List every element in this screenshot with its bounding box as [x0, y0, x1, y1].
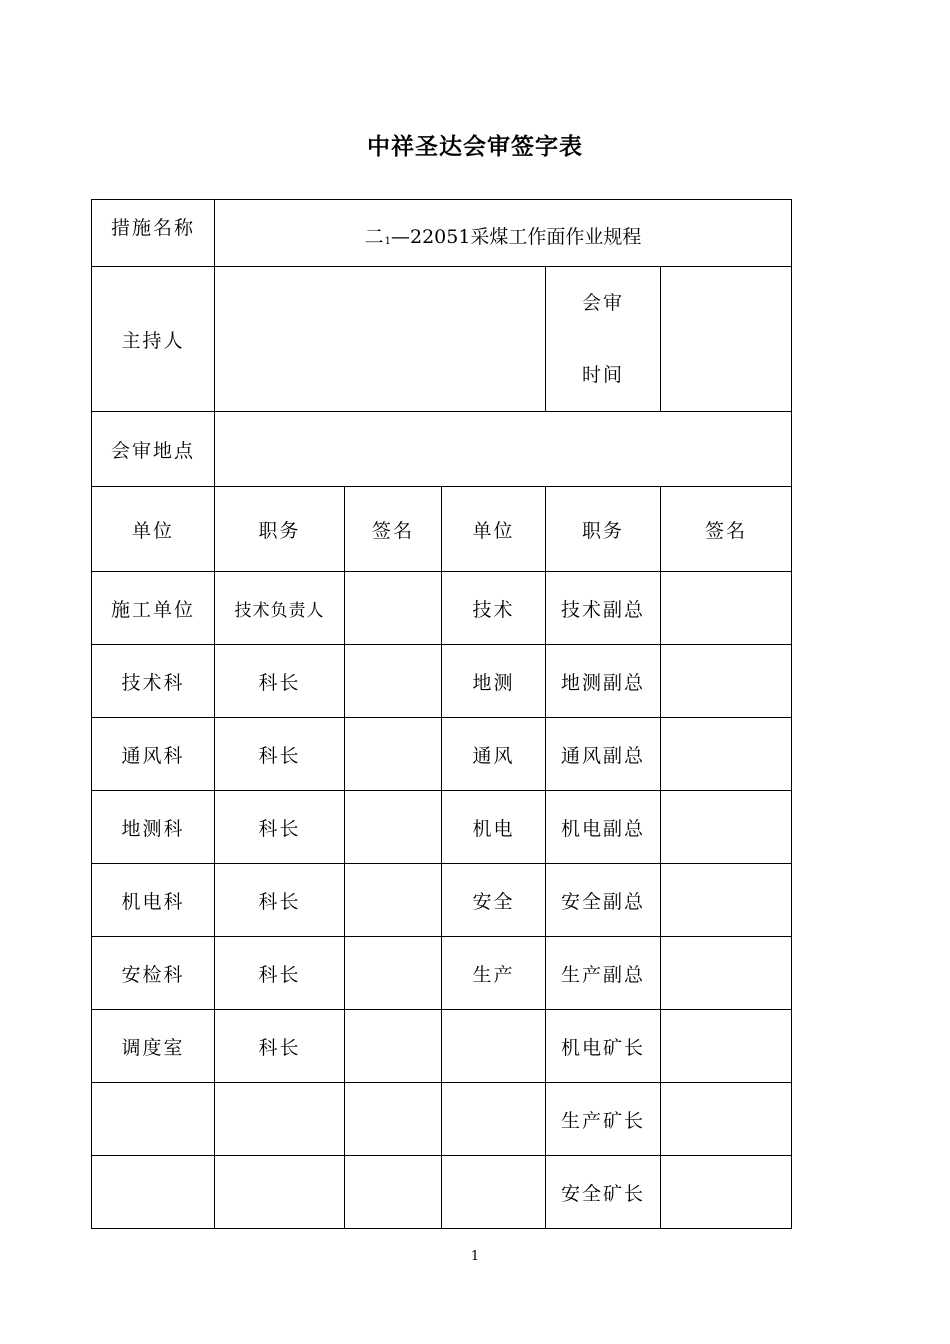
table-cell	[92, 1083, 215, 1156]
header-unit: 单位	[442, 487, 546, 572]
review-time-label: 会审 时间	[546, 267, 661, 412]
table-row	[92, 864, 792, 937]
table-cell	[345, 937, 442, 1010]
table-cell: 通风副总	[546, 718, 661, 791]
table-cell	[345, 1083, 442, 1156]
table-cell	[215, 1083, 345, 1156]
signature-table	[91, 199, 792, 1229]
table-cell: 机电科	[92, 864, 215, 937]
table-cell: 地测	[442, 645, 546, 718]
table-cell	[92, 1156, 215, 1229]
table-cell: 机电副总	[546, 791, 661, 864]
table-cell: 科长	[215, 937, 345, 1010]
header-signature: 签名	[345, 487, 442, 572]
table-cell	[345, 572, 442, 645]
table-cell: 安全	[442, 864, 546, 937]
measure-name-value: 二1—22051采煤工作面作业规程	[215, 200, 792, 267]
table-cell	[442, 1010, 546, 1083]
table-cell	[345, 1010, 442, 1083]
table-cell: 生产副总	[546, 937, 661, 1010]
header-unit: 单位	[92, 487, 215, 572]
table-row	[92, 1083, 792, 1156]
table-cell: 机电	[442, 791, 546, 864]
table-cell	[442, 1156, 546, 1229]
host-label: 主持人	[92, 267, 215, 412]
table-cell: 科长	[215, 718, 345, 791]
table-cell: 通风	[442, 718, 546, 791]
table-cell	[661, 937, 792, 1010]
table-cell	[661, 1083, 792, 1156]
table-cell	[215, 1156, 345, 1229]
table-cell: 机电矿长	[546, 1010, 661, 1083]
table-cell: 地测科	[92, 791, 215, 864]
table-cell	[661, 1010, 792, 1083]
table-cell: 科长	[215, 791, 345, 864]
review-time-value	[661, 267, 792, 412]
table-cell	[345, 718, 442, 791]
table-cell: 生产矿长	[546, 1083, 661, 1156]
table-cell: 施工单位	[92, 572, 215, 645]
table-cell: 科长	[215, 1010, 345, 1083]
location-row	[92, 412, 792, 487]
header-position: 职务	[215, 487, 345, 572]
table-cell: 技术科	[92, 645, 215, 718]
table-cell: 安全矿长	[546, 1156, 661, 1229]
form-title: 中祥圣达会审签字表	[367, 133, 583, 160]
measure-name-row	[92, 200, 792, 267]
table-cell: 生产	[442, 937, 546, 1010]
header-signature: 签名	[661, 487, 792, 572]
location-value	[215, 412, 792, 487]
table-cell	[442, 1083, 546, 1156]
table-cell	[345, 645, 442, 718]
header-position: 职务	[546, 487, 661, 572]
table-cell: 技术副总	[546, 572, 661, 645]
table-cell: 科长	[215, 864, 345, 937]
table-cell	[345, 864, 442, 937]
table-cell	[345, 791, 442, 864]
table-cell: 技术负责人	[215, 572, 345, 645]
table-cell	[661, 572, 792, 645]
table-cell: 安全副总	[546, 864, 661, 937]
table-cell: 技术	[442, 572, 546, 645]
header-row	[92, 487, 792, 572]
table-row	[92, 791, 792, 864]
table-row	[92, 1010, 792, 1083]
host-row	[92, 267, 792, 412]
page-number: 1	[470, 1249, 480, 1264]
table-cell	[661, 718, 792, 791]
table-cell: 地测副总	[546, 645, 661, 718]
table-cell	[661, 791, 792, 864]
table-cell	[661, 864, 792, 937]
host-value	[215, 267, 546, 412]
table-cell: 科长	[215, 645, 345, 718]
table-row	[92, 572, 792, 645]
table-cell: 安检科	[92, 937, 215, 1010]
table-row	[92, 937, 792, 1010]
table-cell	[661, 645, 792, 718]
table-cell: 调度室	[92, 1010, 215, 1083]
table-cell: 通风科	[92, 718, 215, 791]
table-cell	[661, 1156, 792, 1229]
table-cell	[345, 1156, 442, 1229]
table-row	[92, 718, 792, 791]
table-row	[92, 1156, 792, 1229]
location-label: 会审地点	[92, 412, 215, 487]
table-row	[92, 645, 792, 718]
measure-name-label: 措施名称	[92, 200, 215, 267]
